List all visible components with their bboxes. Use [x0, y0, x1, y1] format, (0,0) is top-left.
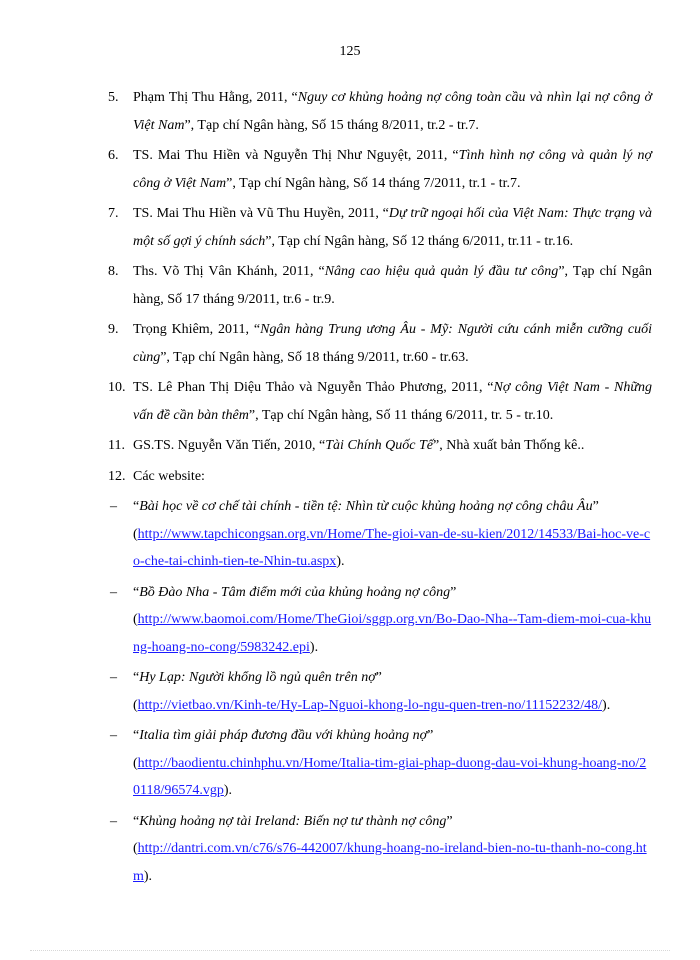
reference-number: 11.	[108, 438, 125, 453]
reference-author: Phạm Thị Thu Hằng, 2011, “	[133, 90, 298, 105]
website-item	[108, 808, 652, 891]
open-quote: “	[133, 499, 140, 514]
reference-title: Nợ công Việt Nam - Những vấn đề cần bàn thêm	[133, 380, 652, 423]
website-article-title: Italia tìm giải pháp đương đầu với khủng hoảng nợ	[139, 728, 428, 743]
website-article-title: Bài học về cơ chế tài chính - tiền tệ: Nhìn từ cuộc khủng hoảng nợ công châu Âu	[139, 499, 593, 514]
reference-item	[108, 200, 652, 255]
open-quote: “	[133, 584, 140, 600]
website-link[interactable]: http://baodientu.chinhphu.vn/Home/Italia-tim-giai-phap-duong-dau-voi-khung-hoang-no/20118/96574.vgp	[133, 755, 647, 798]
reference-item	[108, 463, 652, 491]
close-quote: ”	[427, 728, 434, 743]
list-dash: –	[110, 813, 117, 829]
reference-title: Dự trữ ngoại hối của Việt Nam: Thực trạng và một số gợi ý chính sách	[133, 206, 652, 249]
open-quote: “	[133, 728, 140, 743]
open-paren: (	[133, 697, 138, 713]
reference-source: ”, Tạp chí Ngân hàng, Số 15 tháng 8/2011, tr.2 - tr.7.	[184, 117, 479, 133]
close-quote: ”	[446, 813, 453, 829]
reference-item	[108, 142, 652, 197]
reference-item	[108, 84, 652, 139]
website-article-title: Khủng hoảng nợ tài Ireland: Biến nợ tư thành nợ công	[139, 813, 447, 829]
open-quote: “	[133, 813, 140, 829]
reference-item	[108, 432, 652, 460]
reference-number: 8.	[108, 264, 119, 279]
reference-item	[108, 258, 652, 313]
reference-author: Ths. Võ Thị Vân Khánh, 2011, “	[133, 264, 325, 279]
reference-author: TS. Mai Thu Hiền và Vũ Thu Huyền, 2011, “	[133, 206, 389, 221]
page-bottom-divider	[30, 950, 670, 951]
reference-author: GS.TS. Nguyễn Văn Tiến, 2010, “	[133, 438, 326, 453]
open-paren: (	[133, 612, 138, 627]
website-item	[108, 493, 652, 576]
reference-title: Nâng cao hiệu quả quản lý đầu tư công	[324, 264, 559, 279]
reference-author: Trọng Khiêm, 2011, “	[133, 322, 261, 337]
close-paren: ).	[143, 868, 153, 884]
reference-item	[108, 374, 652, 429]
reference-title: Tài Chính Quốc Tế	[325, 438, 433, 453]
list-dash: –	[110, 670, 117, 685]
reference-number: 12.	[108, 468, 126, 484]
page-number: 125	[339, 44, 361, 59]
website-link[interactable]: http://www.baomoi.com/Home/TheGioi/sggp.org.vn/Bo-Dao-Nha--Tam-diem-moi-cua-khung-hoang-no-cong/5983242.epi	[133, 612, 652, 655]
open-paren: (	[133, 841, 138, 856]
reference-source: ”, Tạp chí Ngân hàng, Số 14 tháng 7/2011, tr.1 - tr.7.	[226, 175, 521, 191]
website-item	[108, 722, 652, 805]
reference-number: 7.	[108, 206, 119, 221]
reference-list	[108, 84, 652, 893]
website-article-title: Hy Lạp: Người khổng lồ ngủ quên trên nợ	[139, 670, 376, 685]
reference-number: 10.	[108, 380, 126, 395]
open-paren: (	[133, 755, 138, 771]
website-link[interactable]: http://vietbao.vn/Kinh-te/Hy-Lap-Nguoi-khong-lo-ngu-quen-tren-no/11152232/48/	[137, 697, 603, 713]
list-dash: –	[110, 584, 117, 600]
close-paren: ).	[309, 639, 319, 655]
reference-source: ”, Tạp chí Ngân hàng, Số 18 tháng 9/2011, tr.60 - tr.63.	[160, 349, 469, 365]
website-item	[108, 579, 652, 662]
reference-author: TS. Lê Phan Thị Diệu Thảo và Nguyễn Thảo Phương, 2011, “	[133, 380, 494, 395]
website-item	[108, 664, 652, 719]
reference-title: Tình hình nợ công và quản lý nợ công ở Việt Nam	[133, 148, 652, 191]
reference-source: ”, Tạp chí Ngân hàng, Số 11 tháng 6/2011, tr. 5 - tr.10.	[248, 407, 554, 423]
reference-title: Nguy cơ khủng hoảng nợ công toàn cầu và nhìn lại nợ công ở Việt Nam	[133, 90, 652, 133]
close-paren: ).	[602, 697, 611, 713]
list-dash: –	[110, 728, 117, 743]
reference-number: 9.	[108, 322, 119, 337]
reference-source: ”, Nhà xuất bản Thống kê..	[433, 438, 585, 453]
open-paren: (	[133, 526, 138, 542]
reference-number: 6.	[108, 148, 119, 163]
reference-item	[108, 316, 652, 371]
close-paren: ).	[336, 554, 345, 569]
website-article-title: Bồ Đào Nha - Tâm điểm mới của khủng hoảng nợ công	[139, 584, 451, 600]
list-dash: –	[110, 499, 117, 514]
close-quote: ”	[450, 584, 457, 600]
website-link[interactable]: http://dantri.com.vn/c76/s76-442007/khung-hoang-no-ireland-bien-no-tu-thanh-no-cong.htm	[133, 841, 647, 884]
close-quote: ”	[592, 499, 599, 514]
reference-source: ”, Tạp chí Ngân hàng, Số 17 tháng 9/2011, tr.6 - tr.9.	[133, 264, 653, 307]
open-quote: “	[133, 670, 140, 685]
reference-number: 5.	[108, 90, 119, 105]
reference-title: Ngân hàng Trung ương Âu - Mỹ: Người cứu cánh miễn cưỡng cuối cùng	[133, 322, 652, 365]
reference-author: TS. Mai Thu Hiền và Nguyễn Thị Như Nguyệt, 2011, “	[133, 148, 459, 163]
close-paren: ).	[223, 783, 233, 798]
website-link[interactable]: http://www.tapchicongsan.org.vn/Home/The-gioi-van-de-su-kien/2012/14533/Bai-hoc-ve-co-che-tai-chinh-tien-te-Nhin-tu.aspx	[133, 526, 651, 569]
reference-source: ”, Tạp chí Ngân hàng, Số 12 tháng 6/2011, tr.11 - tr.16.	[265, 233, 574, 249]
close-quote: ”	[375, 670, 382, 685]
reference-author: Các website:	[133, 468, 205, 484]
